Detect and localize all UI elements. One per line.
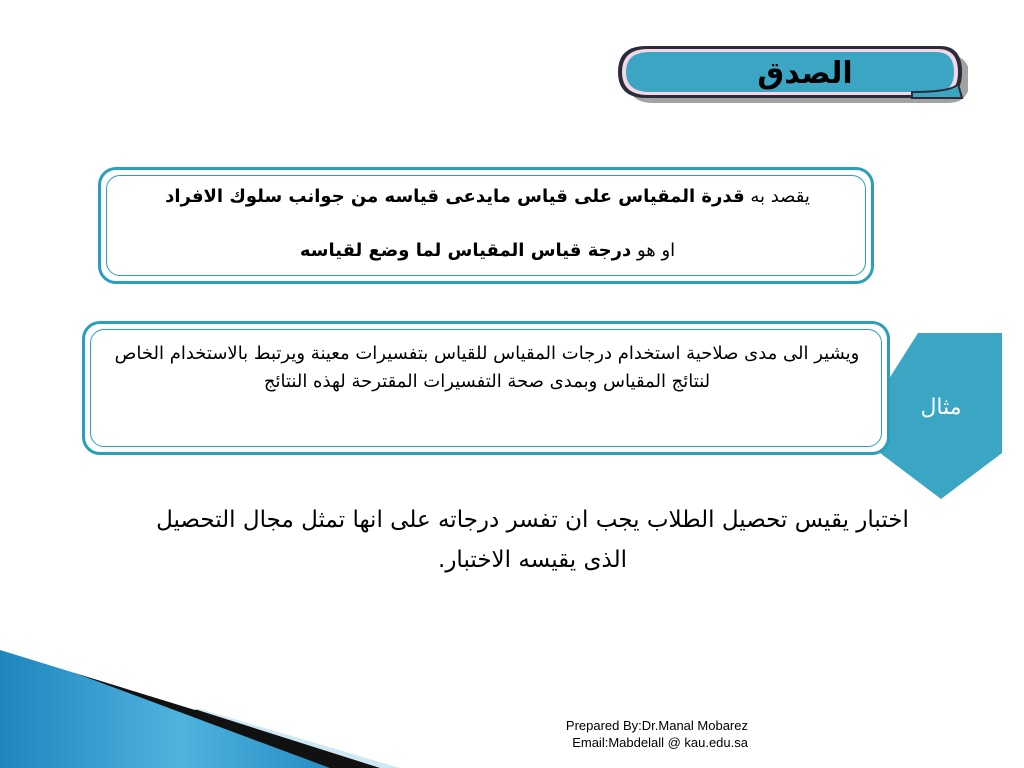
definition-line-1 [110,186,865,207]
definition-line-2-bold: درجة قياس المقياس لما وضع لقياسه [299,240,632,261]
definition-line-1-bold: قدرة المقياس على قياس مايدعى قياسه من جوانب سلوك الافراد [165,186,745,207]
definition-line-1-prefix: يقصد به [750,186,810,207]
footer-author: Prepared By:Dr.Manal Mobarez [565,718,748,733]
example-text: ويشير الى مدى صلاحية استخدام درجات المقياس للقياس بتفسيرات معينة ويرتبط بالاستخدام الخاص لنتائج المقياس وبمدى صحة التفسيرات المقترحة لهذه النتائج [114,343,860,392]
example-description: اختبار يقيس تحصيل الطلاب يجب ان تفسر درجاته على انها تمثل مجال التحصيل الذى يقيسه الاختبار. [156,507,909,573]
footer-credit [500,717,748,751]
page-title: الصدق [757,55,853,91]
definition-line-2 [110,240,865,261]
definition-line-2-prefix: او هو [636,240,676,261]
definition-box [98,167,874,284]
footer-email: Email:Mabdelall @ kau.edu.sa [572,735,748,750]
example-label: مثال [920,395,962,420]
